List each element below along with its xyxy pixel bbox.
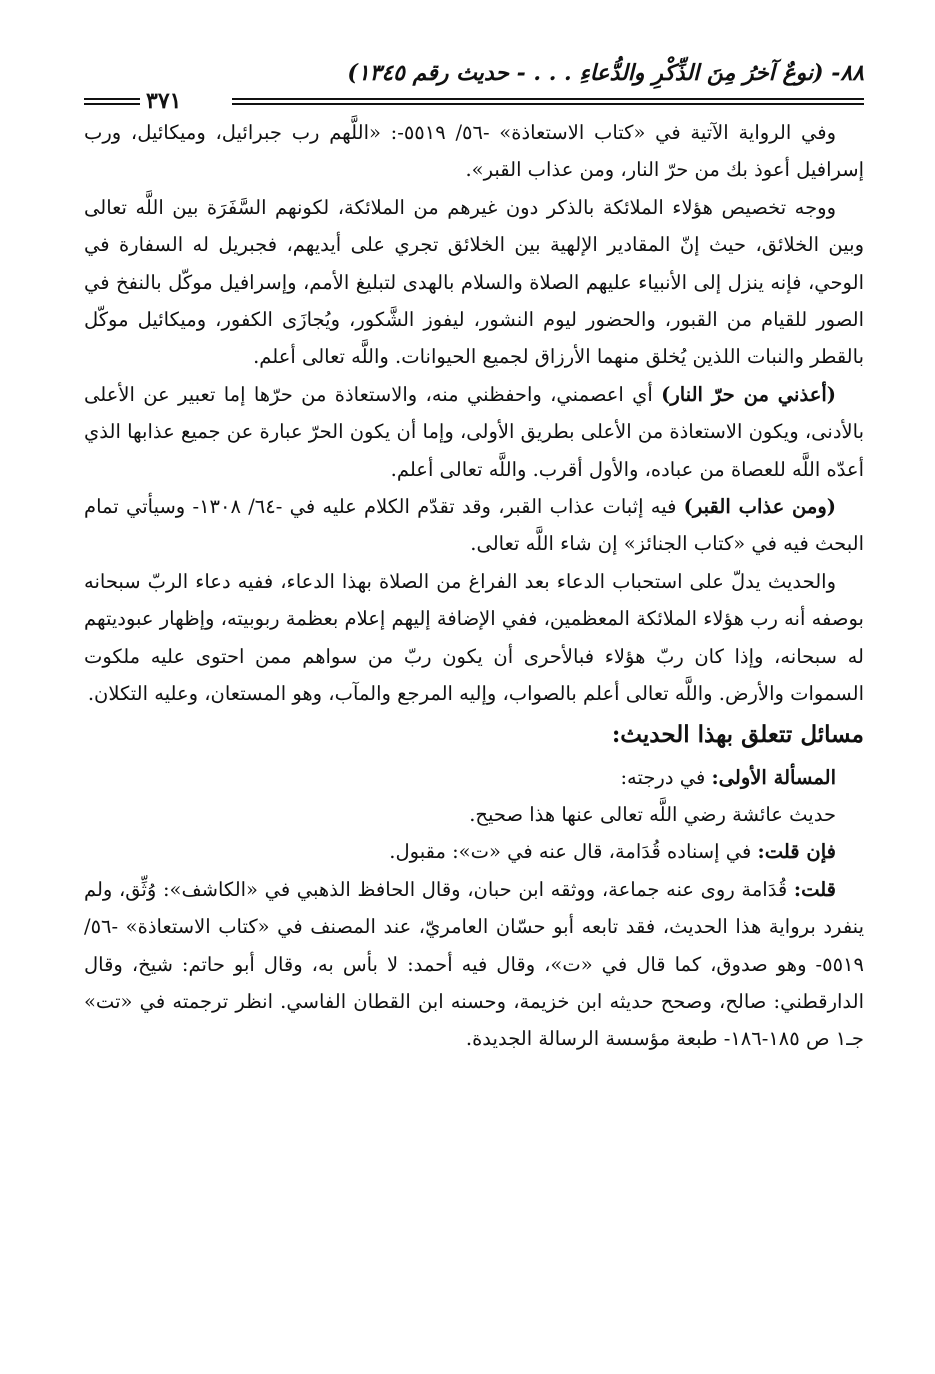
issue-2-text: حديث عائشة رضي اللَّه تعالى عنها هذا صحيح.	[469, 802, 836, 826]
issue-4	[84, 871, 864, 1058]
header-rule	[84, 88, 864, 114]
issue-4-text: قُدَامة روى عنه جماعة، ووثقه ابن حبان، وقال الحافظ الذهبي في «الكاشف»: وُثِّق، ولم ينفرد برواية هذا الحديث، فقد تابعه أبو حسّان العامريّ، عند المصنف في «كتاب الاستعاذة» -٥٦/ ٥٥١٩- وهو صدوق، كما قال في «ت»، وقال فيه أحمد: لا بأس به، وقال أبو حاتم: شيخ، وقال الدارقطني: صالح، وصحح حديثه ابن خزيمة، وحسنه ابن القطان الفاسي. انظر ترجمته في «تت» جـ١ ص ١٨٥-١٨٦- طبعة مؤسسة الرسالة الجديدة.	[84, 877, 864, 1051]
paragraph-4-lead: (ومن عذاب القبر)	[683, 495, 836, 519]
paragraph-5	[84, 563, 864, 713]
issue-1-lead: المسألة الأولى:	[711, 765, 836, 789]
paragraph-4-text: فيه إثبات عذاب القبر، وقد تقدّم الكلام عليه في -٦٤/ ١٣٠٨- وسيأتي تمام البحث فيه في «كتاب الجنائز» إن شاء اللَّه تعالى.	[84, 495, 864, 556]
issue-3-lead: فإن قلت:	[757, 840, 836, 864]
paragraph-1	[84, 114, 864, 189]
section-heading: مسائل تتعلق بهذا الحديث:	[611, 720, 864, 748]
page-number: ٣٧١	[146, 88, 182, 114]
issue-2	[84, 796, 864, 833]
paragraph-3	[84, 376, 864, 488]
issue-1	[84, 759, 864, 796]
paragraph-3-lead: (أعذني من حرّ النار)	[661, 382, 837, 406]
issue-1-text: في درجته:	[620, 765, 712, 789]
paragraph-2-text: ووجه تخصيص هؤلاء الملائكة بالذكر دون غيرهم من الملائكة، لكونهم السَّفَرَة بين اللَّه تعالى وبين الخلائق، حيث إنّ المقادير الإلهية بين الخلائق تجري على أيديهم، فجبريل له السفارة في الوحي، فإنه ينزل إلى الأنبياء عليهم الصلاة والسلام بالهدى لتبليغ الأمم، وإسرافيل موكّل بالنفخ في الصور للقيام من القبور، والحضور ليوم النشور، ليفوز الشَّكور، ويُجازَى الكفور، وميكائيل موكّل بالقطر والنبات اللذين يُخلق منهما الأرزاق لجميع الحيوانات. واللَّه تعالى أعلم.	[84, 195, 864, 369]
header-rule-short	[84, 98, 140, 105]
paragraph-4	[84, 488, 864, 563]
issue-3	[84, 833, 864, 870]
running-header	[84, 60, 864, 114]
paragraph-5-text: والحديث يدلّ على استحباب الدعاء بعد الفراغ من الصلاة بهذا الدعاء، ففيه دعاء الربّ سبحانه بوصفه أنه رب هؤلاء الملائكة المعظمين، ففي الإضافة إليهم إعلام بعظمة ربوبيته، وإظهار عبوديتهم له سبحانه، وإذا كان ربّ هؤلاء فبالأحرى أن يكون ربّ من سواهم ممن احتوى عليه ملكوت السموات والأرض. واللَّه تعالى أعلم بالصواب، وإليه المرجع والمآب، وهو المستعان، وعليه التكلان.	[84, 569, 864, 706]
header-rule-long	[232, 98, 864, 105]
paragraph-3-text: أي اعصمني، واحفظني منه، والاستعاذة من حرّها إما تعبير عن الأعلى بالأدنى، ويكون الاستعاذة من الأعلى بطريق الأولى، وإما أن يكون الحرّ عبارة عن جميع عذابها الذي أعدّه اللَّه للعصاة من عباده، والأول أقرب. واللَّه تعالى أعلم.	[84, 382, 864, 481]
paragraph-1-text: وفي الرواية الآتية في «كتاب الاستعاذة» -٥٦/ ٥٥١٩-: «اللَّهم رب جبرائيل، وميكائيل، ورب إسرافيل أعوذ بك من حرّ النار، ومن عذاب القبر».	[84, 121, 864, 182]
header-title: ٨٨- (نوعٌ آخرُ مِنَ الذِّكْرِ والدُّعاءِ . . . - حديث رقم ١٣٤٥)	[347, 60, 864, 86]
document-page	[84, 60, 864, 1058]
paragraph-2	[84, 189, 864, 376]
issue-4-lead: قلت:	[793, 877, 836, 901]
issue-3-text: في إسناده قُدَامة، قال عنه في «ت»: مقبول.	[389, 840, 758, 864]
body-text	[84, 114, 864, 1058]
